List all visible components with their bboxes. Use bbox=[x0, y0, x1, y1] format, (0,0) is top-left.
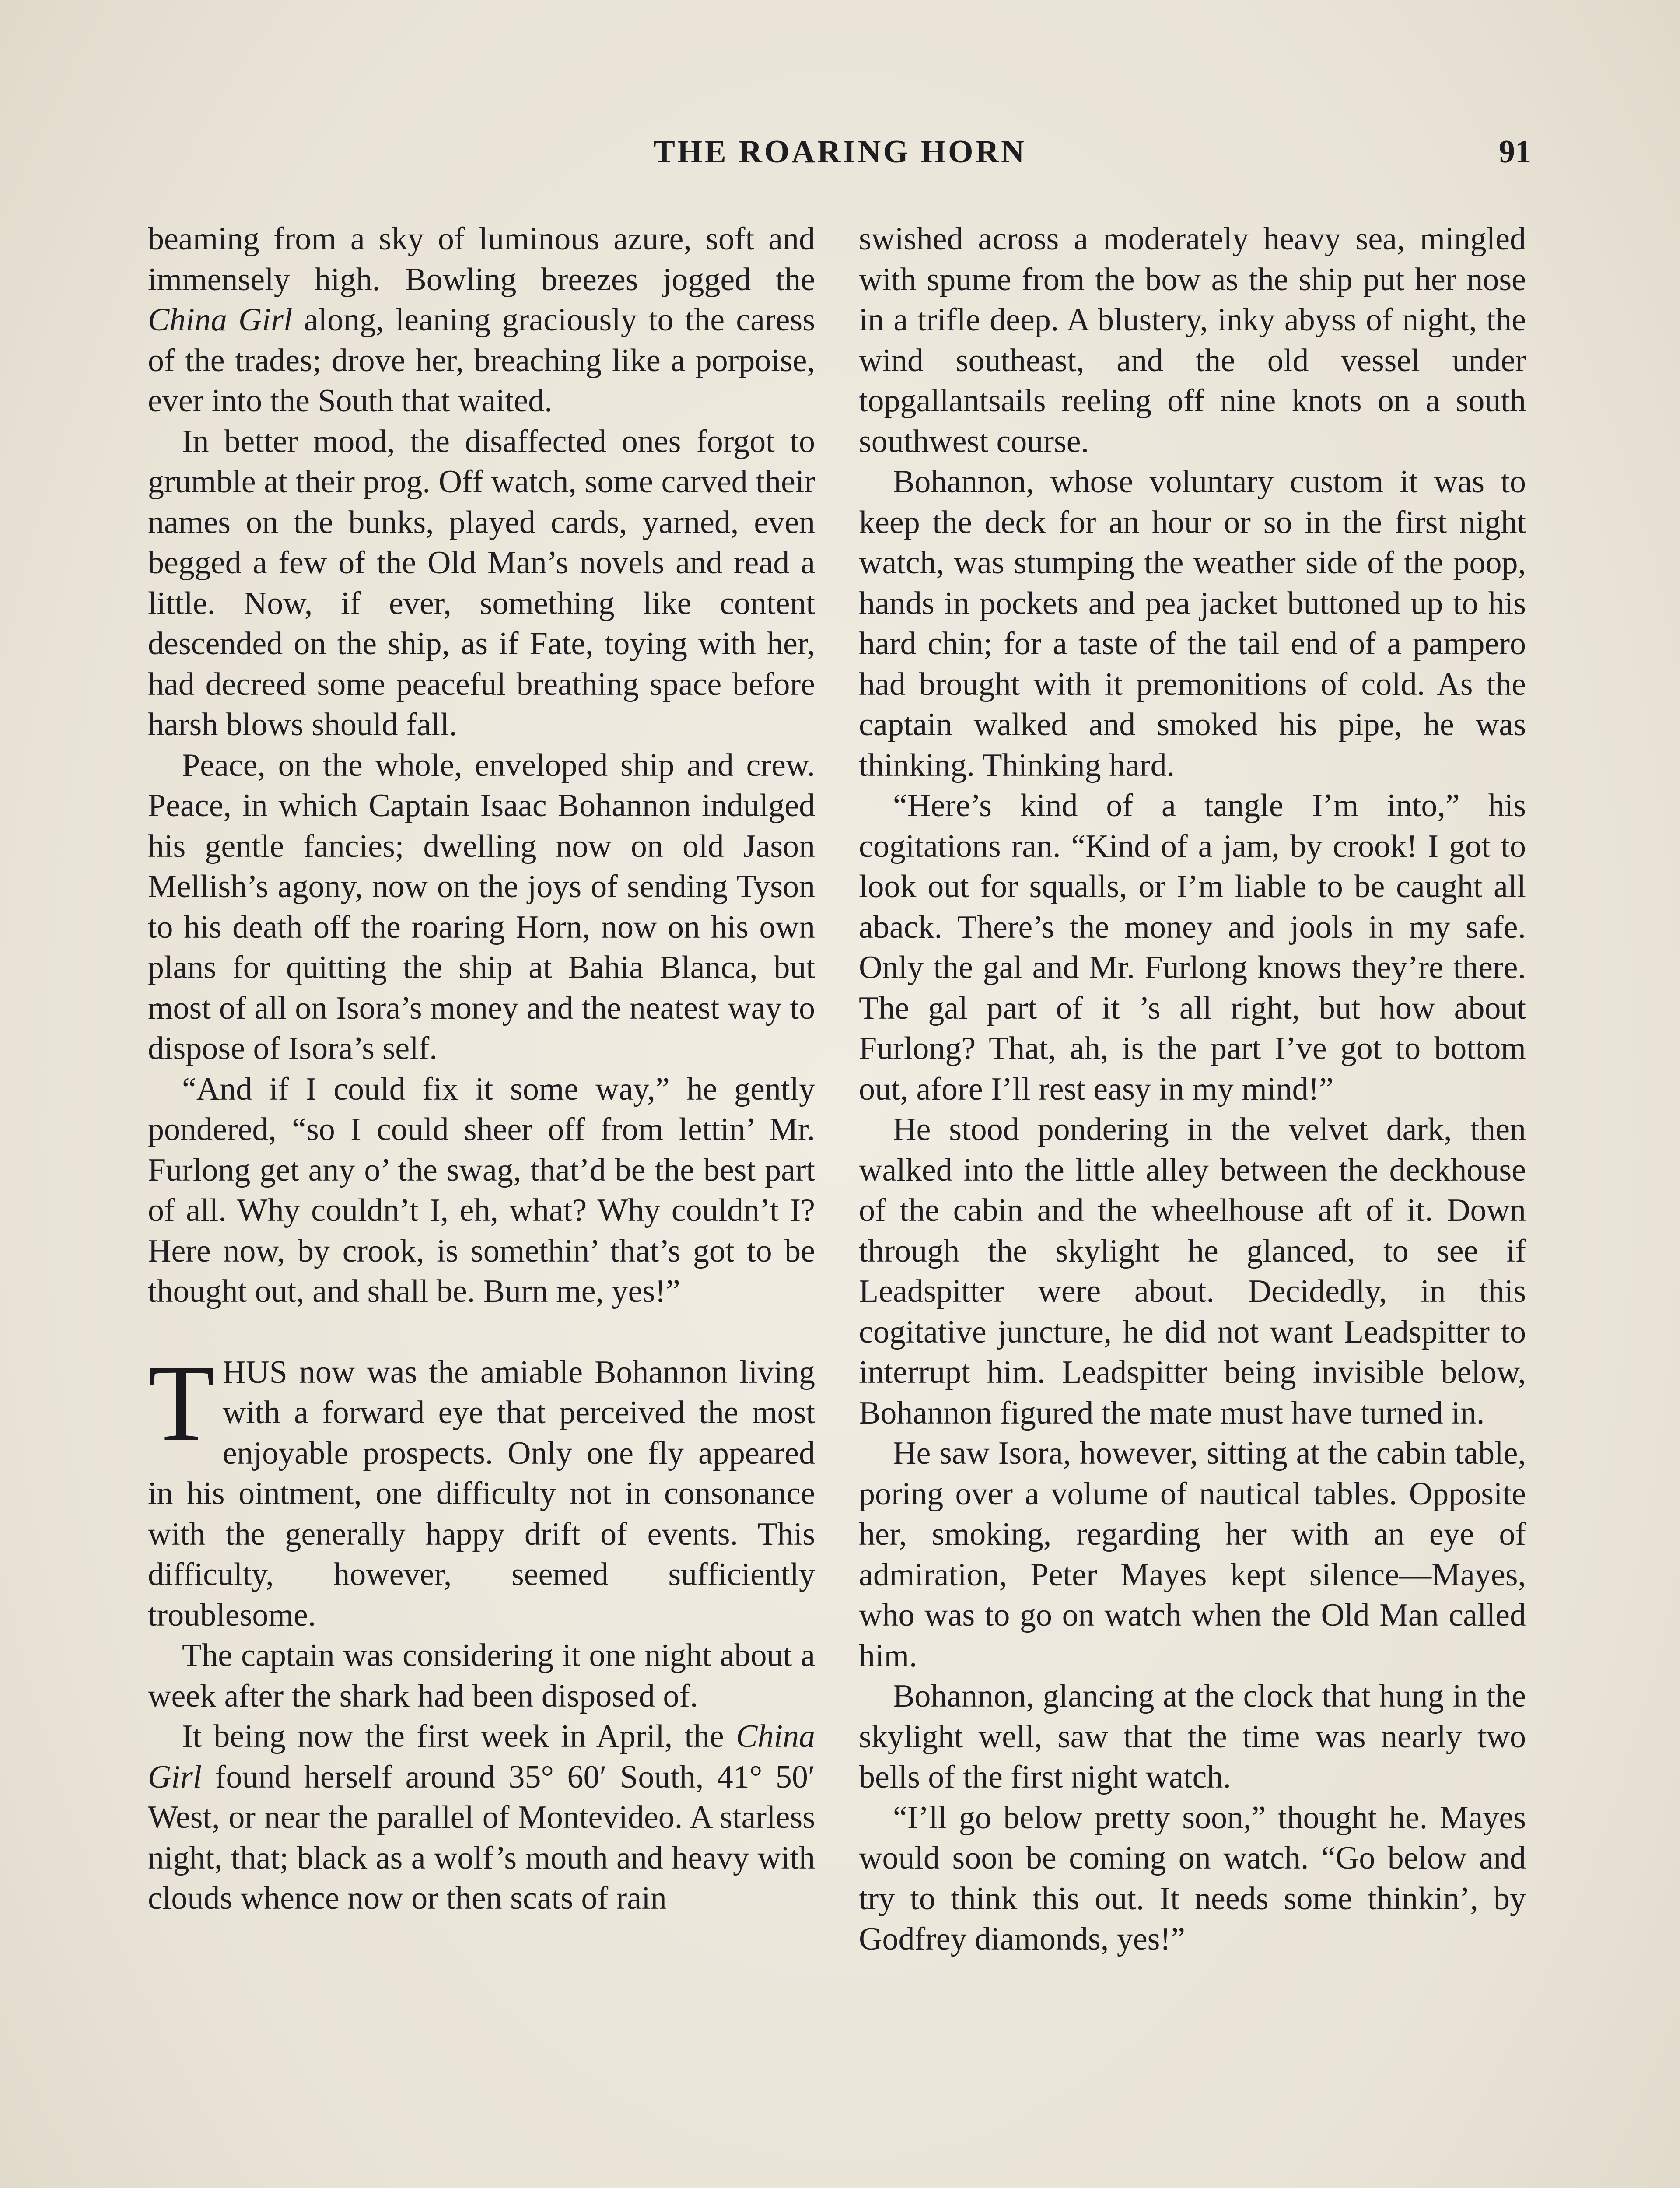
running-title: THE ROARING HORN bbox=[653, 134, 1027, 170]
paragraph: The captain was considering it one night about a week after the shark had been disposed of. bbox=[148, 1637, 815, 1714]
paragraph: Bohannon, whose voluntary custom it was to keep the deck for an hour or so in the first night watch, was stumping the weather side of the poop, hands in pockets and pea jacket buttoned up to his hard chin; for a taste of the tail end of a pampero had brought with it premonitions of cold. As the captain walked and smoked his pipe, he was thinking. Thinking hard. bbox=[859, 464, 1526, 783]
page-number: 91 bbox=[1499, 134, 1531, 170]
left-column bbox=[148, 219, 815, 1919]
paragraph: beaming from a sky of luminous azure, soft and immensely high. Bowling breezes jogged the China Girl along, leaning graciously to the caress of the trades; drove her, breaching like a porpoise, ever into the South that waited. bbox=[148, 221, 816, 419]
paragraph: Peace, on the whole, enveloped ship and crew. Peace, in which Captain Isaac Bohannon indulged his gentle fancies; dwelling now on old Jason Mellish’s agony, now on the joys of sending Tyson to his death off the roaring Horn, now on his own plans for quitting the ship at Bahia Blanca, but most of all on Isora’s money and the neatest way to dispose of Isora’s self. bbox=[148, 747, 815, 1066]
paragraph: Bohannon, glancing at the clock that hung in the skylight well, saw that the time was nearly two bells of the first night watch. bbox=[859, 1678, 1526, 1795]
paragraph: He stood pondering in the velvet dark, then walked into the little alley between the deckhouse of the cabin and the wheelhouse aft of it. Down through the skylight he glanced, to see if Leadspitter were about. Decidedly, in this cogitative juncture, he did not want Leadspitter to interrupt him. Leadspitter being invisible below, Bohannon figured the mate must have turned in. bbox=[859, 1112, 1526, 1431]
right-column bbox=[859, 219, 1526, 1960]
page-header bbox=[149, 133, 1531, 182]
drop-cap: T bbox=[148, 1342, 215, 1464]
section-paragraph: THUS now was the amiable Bohannon living with a forward eye that perceived the most enjoyable prospects. Only one fly appeared in his ointment, one difficulty not in consonance with the generally happy drift of events. This difficulty, however, seemed sufficiently troublesome. bbox=[148, 1342, 815, 1633]
paragraph: “And if I could fix it some way,” he gently pondered, “so I could sheer off from lettin’ Mr. Furlong get any o’ the swag, that’d be the best part of all. Why couldn’t I, eh, what? Why couldn’t I? Here now, by crook, is somethin’ that’s got to be thought out, and shall be. Burn me, yes!” bbox=[148, 1071, 815, 1309]
paragraph: “I’ll go below pretty soon,” thought he. Mayes would soon be coming on watch. “Go below and try to think this out. It needs some thinkin’, by Godfrey diamonds, yes!” bbox=[859, 1799, 1526, 1957]
paragraph: “Here’s kind of a tangle I’m into,” his cogitations ran. “Kind of a jam, by crook! I got to look out for squalls, or I’m liable to be caught all aback. There’s the money and jools in my safe. Only the gal and Mr. Furlong knows they’re there. The gal part of it ’s all right, but how about Furlong? That, ah, is the part I’ve got to bottom out, afore I’ll rest easy in my mind!” bbox=[859, 788, 1526, 1107]
paragraph: It being now the first week in April, the China Girl found herself around 35° 60′ South, 41° 50′ West, or near the parallel of Montevideo. A starless night, that; black as a wolf’s mouth and heavy with clouds whence now or then scats of rain bbox=[148, 1718, 816, 1916]
ship-name: China Girl bbox=[148, 1718, 816, 1795]
ship-name: China Girl bbox=[148, 302, 293, 338]
paragraph: He saw Isora, however, sitting at the cabin table, poring over a volume of nautical tables. Opposite her, smoking, regarding her with an eye of admiration, Peter Mayes kept silence—Mayes, who was to go on watch when the Old Man called him. bbox=[859, 1435, 1526, 1674]
paragraph: In better mood, the disaffected ones forgot to grumble at their prog. Off watch, some carved their names on the bunks, played cards, yarned, even begged a few of the Old Man’s novels and read a little. Now, if ever, something like content descended on the ship, as if Fate, toying with her, had decreed some peaceful breathing space before harsh blows should fall. bbox=[148, 423, 815, 743]
paragraph: swished across a moderately heavy sea, mingled with spume from the bow as the ship put her nose in a trifle deep. A blustery, inky abyss of night, the wind southeast, and the old vessel under topgallantsails reeling off nine knots on a south southwest course. bbox=[859, 221, 1526, 459]
